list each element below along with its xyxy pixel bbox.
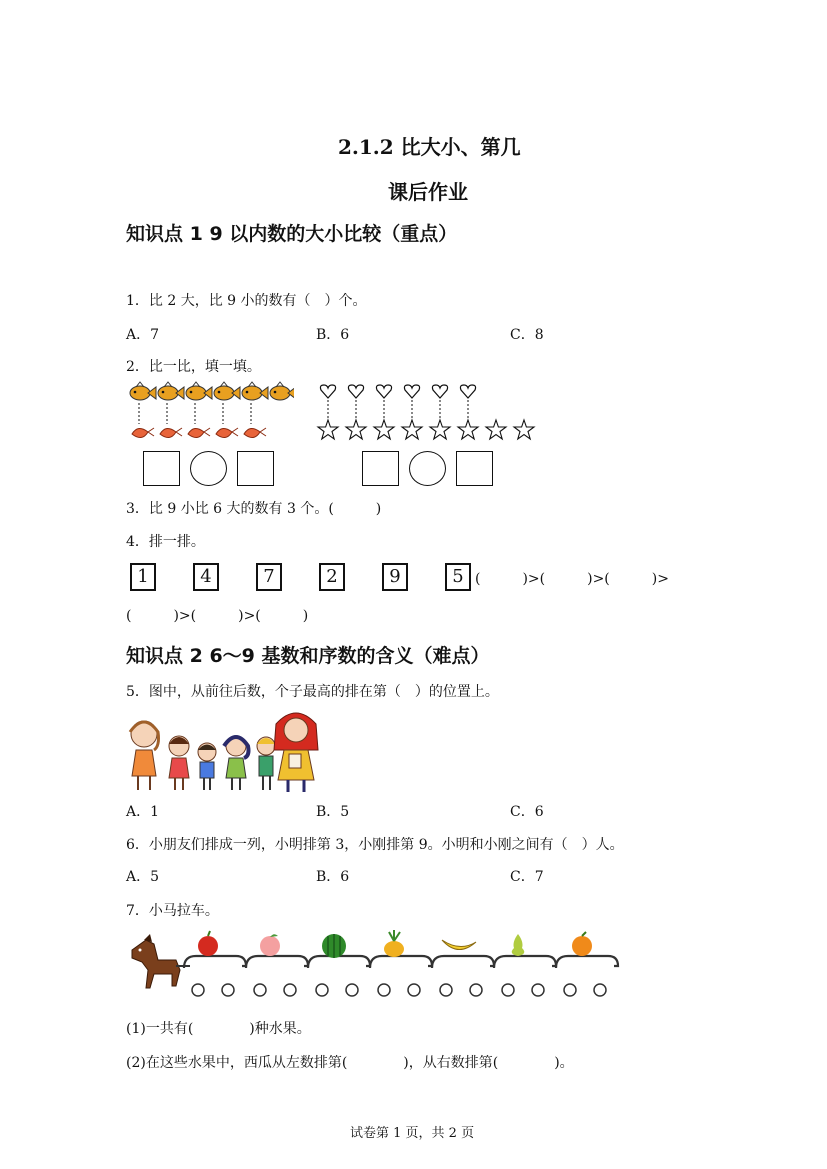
fish-row — [130, 382, 294, 400]
children-lineup-illustration — [124, 706, 334, 794]
child-4 — [224, 736, 249, 790]
horse-icon — [132, 934, 180, 988]
cart-row — [184, 956, 618, 968]
q2-answer-box-4[interactable] — [456, 451, 493, 486]
apple-icon — [198, 931, 218, 956]
question-7: 7．小马拉车。 — [126, 903, 219, 919]
question-3: 3．比 9 小比 6 大的数有 3 个。( ) — [126, 501, 382, 517]
watermelon-icon — [322, 934, 346, 958]
banana-icon — [442, 940, 476, 950]
q1-option-b[interactable]: B．6 — [316, 327, 350, 343]
child-6 — [274, 713, 318, 792]
heart-row — [320, 385, 475, 398]
child-1 — [130, 721, 159, 790]
horse-cart-illustration — [124, 930, 624, 1002]
peach-icon — [260, 934, 280, 956]
page-subtitle: 课后作业 — [388, 180, 468, 204]
number-card-4: 2 — [319, 563, 345, 591]
question-4: 4．排一排。 — [126, 534, 205, 550]
page-footer: 试卷第 1 页，共 2 页 — [350, 1126, 475, 1141]
q5-option-b[interactable]: B．5 — [316, 804, 350, 820]
child-3 — [198, 743, 216, 790]
q5-option-a[interactable]: A．1 — [126, 804, 160, 820]
question-1: 1．比 2 大，比 9 小的数有（ ）个。 — [126, 293, 367, 309]
q6-option-a[interactable]: A．5 — [126, 869, 160, 885]
heart-star-lines — [328, 400, 468, 418]
q4-blanks-line-2[interactable]: ( )>( )>( ) — [126, 608, 309, 624]
number-card-6: 5 — [445, 563, 471, 591]
section-heading-2: 知识点 2 6～9 基数和序数的含义（难点） — [126, 645, 490, 667]
q6-option-b[interactable]: B．6 — [316, 869, 350, 885]
fish-shrimp-illustration — [124, 380, 294, 450]
q1-option-c[interactable]: C．8 — [510, 327, 544, 343]
number-card-5: 9 — [382, 563, 408, 591]
cart-wheels — [192, 984, 606, 996]
q2-answer-box-1[interactable] — [143, 451, 180, 486]
q7-subquestion-2[interactable]: (2)在这些水果中，西瓜从左数排第( )，从右数排第( )。 — [126, 1055, 574, 1071]
q5-option-c[interactable]: C．6 — [510, 804, 544, 820]
hearts-stars-illustration — [312, 380, 542, 446]
q2-answer-box-3[interactable] — [362, 451, 399, 486]
child-5 — [257, 737, 275, 790]
matching-lines — [139, 403, 251, 424]
question-5: 5．图中，从前往后数，个子最高的排在第（ ）的位置上。 — [126, 684, 499, 700]
q2-compare-circle-1[interactable] — [190, 451, 227, 486]
q7-subquestion-1[interactable]: (1)一共有( )种水果。 — [126, 1021, 311, 1037]
number-card-1: 1 — [130, 563, 156, 591]
pear-icon — [512, 934, 525, 956]
q6-option-c[interactable]: C．7 — [510, 869, 544, 885]
q2-compare-circle-2[interactable] — [409, 451, 446, 486]
q4-blanks-line-1[interactable]: ( )>( )>( )> — [475, 571, 669, 587]
number-card-3: 7 — [256, 563, 282, 591]
q2-answer-box-2[interactable] — [237, 451, 274, 486]
question-6: 6．小朋友们排成一列，小明排第 3，小刚排第 9。小明和小刚之间有（ ）人。 — [126, 837, 624, 853]
page-title: 2.1.2 比大小、第几 — [338, 135, 521, 159]
number-card-2: 4 — [193, 563, 219, 591]
shrimp-row — [132, 428, 266, 438]
question-2: 2．比一比，填一填。 — [126, 359, 261, 375]
star-row — [318, 420, 534, 439]
section-heading-1: 知识点 1 9 以内数的大小比较（重点） — [126, 223, 458, 245]
pineapple-icon — [384, 930, 404, 957]
child-2 — [169, 736, 189, 790]
orange-icon — [572, 932, 592, 956]
q1-option-a[interactable]: A．7 — [126, 327, 160, 343]
